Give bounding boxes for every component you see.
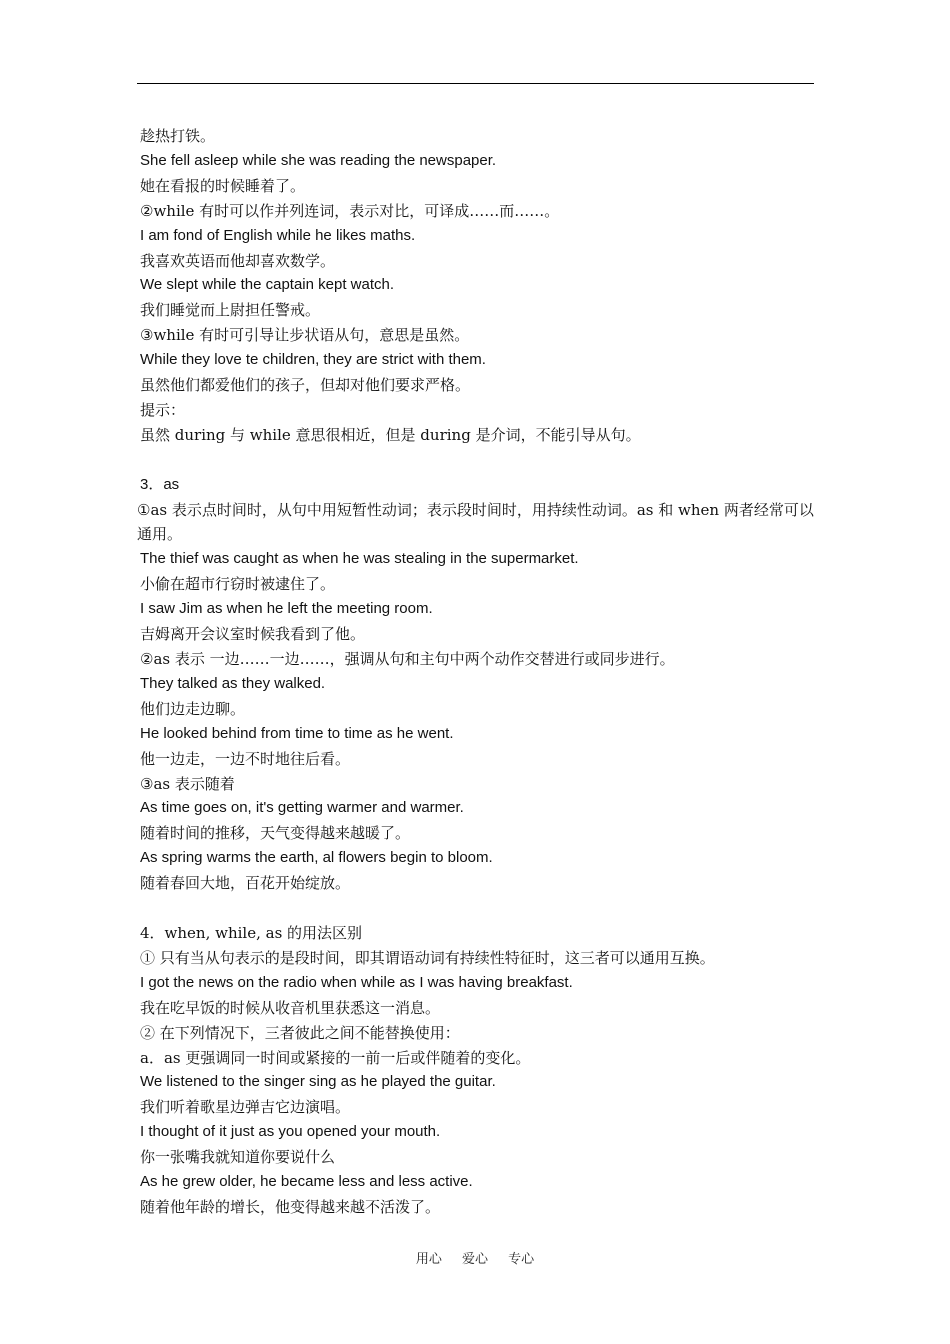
text-line: As he grew older, he became less and less active. [140, 1173, 473, 1191]
document-body [137, 124, 816, 1220]
text-line: She fell asleep while she was reading the newspaper. [140, 151, 497, 169]
text-line: 他一边走，一边不时地往后看。 [140, 749, 351, 768]
text-line: As spring warms the earth, al flowers begin to bloom. [140, 849, 493, 867]
text-line: They talked as they walked. [140, 674, 326, 692]
text-line: 提示： [140, 400, 186, 419]
text-line: 虽然 during 与 while 意思很相近，但是 during 是介词，不能引导从句。 [140, 425, 641, 444]
text-line: ②while 有时可以作并列连词，表示对比，可译成……而……。 [140, 201, 560, 220]
text-line: I saw Jim as when he left the meeting room. [140, 600, 433, 618]
header-rule [137, 83, 814, 84]
text-line: I am fond of English while he likes maths. [140, 226, 416, 244]
text-line: 我喜欢英语而他却喜欢数学。 [140, 251, 336, 270]
section-heading: 4．when, while, as 的用法区别 [140, 923, 363, 942]
text-line: 我们睡觉而上尉担任警戒。 [140, 301, 321, 320]
page-footer: 用心 爱心 专心 [415, 1252, 535, 1267]
text-line: 随着时间的推移，天气变得越来越暖了。 [140, 824, 411, 843]
text-line: As time goes on, it's getting warmer and warmer. [140, 799, 464, 817]
text-line: 他们边走边聊。 [140, 699, 246, 718]
text-line: 小偷在超市行窃时被逮住了。 [140, 575, 336, 594]
text-line: 我在吃早饭的时候从收音机里获悉这一消息。 [140, 998, 441, 1017]
text-line: ① 只有当从句表示的是段时间，即其谓语动词有持续性特征时，这三者可以通用互换。 [140, 948, 715, 967]
text-line: We listened to the singer sing as he played the guitar. [140, 1073, 496, 1091]
section-heading: 3．as [140, 475, 180, 493]
text-line: 你一张嘴我就知道你要说什么 [140, 1148, 336, 1167]
text-line: 吉姆离开会议室时候我看到了他。 [140, 625, 366, 644]
text-line: 虽然他们都爱他们的孩子，但却对他们要求严格。 [140, 376, 471, 395]
text-line: ③as 表示随着 [140, 774, 235, 793]
text-line: ②as 表示 一边……一边……，强调从句和主句中两个动作交替进行或同步进行。 [140, 650, 675, 669]
text-line: 趁热打铁。 [140, 127, 216, 145]
text-line: I got the news on the radio when while as I was having breakfast. [140, 973, 573, 991]
text-line: He looked behind from time to time as he went. [140, 724, 454, 742]
text-line: ③while 有时可引导让步状语从句，意思是虽然。 [140, 326, 470, 345]
text-line: I thought of it just as you opened your mouth. [140, 1123, 441, 1141]
text-line: We slept while the captain kept watch. [140, 276, 395, 294]
text-line: 她在看报的时候睡着了。 [140, 176, 306, 195]
text-line: 随着他年龄的增长，他变得越来越不活泼了。 [140, 1197, 441, 1216]
text-line: 随着春回大地，百花开始绽放。 [140, 874, 351, 893]
text-line: ①as 表示点时间时，从句中用短暂性动词；表示段时间时，用持续性动词。as 和 when 两者经常可以通用。 [137, 500, 814, 544]
text-line: 我们听着歌星边弹吉它边演唱。 [140, 1098, 351, 1117]
text-line: While they love te children, they are strict with them. [140, 351, 486, 369]
blank-line [140, 896, 816, 921]
blank-line [140, 448, 816, 473]
text-line: a．as 更强调同一时间或紧接的一前一后或伴随着的变化。 [140, 1048, 531, 1067]
text-line: ② 在下列情况下，三者彼此之间不能替换使用： [140, 1023, 460, 1042]
text-line: The thief was caught as when he was stealing in the supermarket. [140, 550, 579, 568]
